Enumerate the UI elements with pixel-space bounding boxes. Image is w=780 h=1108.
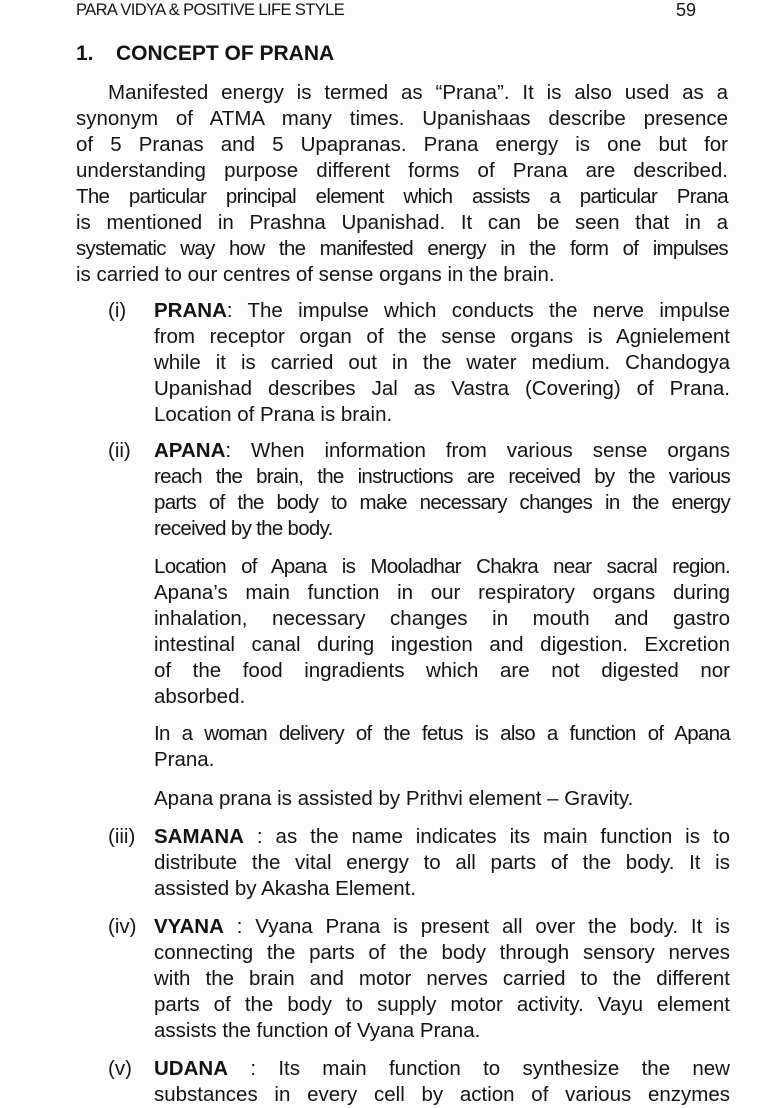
text-line: reach the brain, the instructions are received by the various xyxy=(154,465,730,488)
running-head xyxy=(76,0,696,24)
text-line: SAMANA : as the name indicates its main function is to xyxy=(154,825,730,848)
text-line: of the food ingradients which are not digested nor xyxy=(154,659,730,682)
section-title: CONCEPT OF PRANA xyxy=(116,42,335,65)
text-line: is mentioned in Prashna Upanishad. It can be seen that in a xyxy=(76,211,728,234)
item-term: APANA xyxy=(154,439,226,462)
text-line: parts of the body to supply motor activity. Vayu element xyxy=(154,993,730,1016)
text-line: understanding purpose different forms of Prana are described. xyxy=(76,159,728,182)
text-line: received by the body. xyxy=(154,517,333,540)
text-line: parts of the body to make necessary changes in the energy xyxy=(154,491,730,514)
item-term: SAMANA xyxy=(154,825,244,848)
item-label: (i) xyxy=(108,299,127,322)
item-label: (iii) xyxy=(108,825,136,848)
section-number: 1. xyxy=(76,42,94,65)
text-line: assists the function of Vyana Prana. xyxy=(154,1019,481,1042)
item-label: (v) xyxy=(108,1057,132,1080)
text-line: Location of Prana is brain. xyxy=(154,403,393,426)
text-line: assisted by Akasha Element. xyxy=(154,877,417,900)
text-line: Manifested energy is termed as “Prana”. It is also used as a xyxy=(108,81,728,104)
text-line: Upanishad describes Jal as Vastra (Covering) of Prana. xyxy=(154,377,730,400)
text-line: substances in every cell by action of various enzymes xyxy=(154,1083,730,1106)
text-line: The particular principal element which assists a particular Prana xyxy=(76,185,728,208)
item-term: VYANA xyxy=(154,915,224,938)
text-line: APANA: When information from various sense organs xyxy=(154,439,730,462)
text-line: UDANA : Its main function to synthesize the new xyxy=(154,1057,730,1080)
text-line: while it is carried out in the water medium. Chandogya xyxy=(154,351,730,374)
text-line: is carried to our centres of sense organs in the brain. xyxy=(76,263,555,286)
text-line: absorbed. xyxy=(154,685,246,708)
text-line: connecting the parts of the body through sensory nerves xyxy=(154,941,730,964)
text-line: distribute the vital energy to all parts of the body. It is xyxy=(154,851,730,874)
text-line: VYANA : Vyana Prana is present all over the body. It is xyxy=(154,915,730,938)
text-line: intestinal canal during ingestion and digestion. Excretion xyxy=(154,633,730,656)
text-line: with the brain and motor nerves carried to the different xyxy=(154,967,730,990)
item-label: (iv) xyxy=(108,915,137,938)
text-line: systematic way how the manifested energy in the form of impulses xyxy=(76,237,728,260)
item-term: PRANA xyxy=(154,299,227,322)
text-line: Location of Apana is Mooladhar Chakra near sacral region. xyxy=(154,555,730,578)
text-line: from receptor organ of the sense organs is Agnielement xyxy=(154,325,730,348)
page-number: 59 xyxy=(675,0,696,20)
text-line: In a woman delivery of the fetus is also a function of Apana xyxy=(154,722,730,745)
text-line: of 5 Pranas and 5 Upapranas. Prana energy is one but for xyxy=(76,133,728,156)
running-head-title: PARA VIDYA & POSITIVE LIFE STYLE xyxy=(76,1,345,19)
section-heading xyxy=(76,42,334,66)
text-line: Prana. xyxy=(154,748,215,771)
item-label: (ii) xyxy=(108,439,131,462)
text-line: Apana’s main function in our respiratory organs during xyxy=(154,581,730,604)
item-term: UDANA xyxy=(154,1057,229,1080)
text-line: synonym of ATMA many times. Upanishaas describe presence xyxy=(76,107,728,130)
text-line: Apana prana is assisted by Prithvi element – Gravity. xyxy=(154,787,634,810)
text-line: inhalation, necessary changes in mouth and gastro xyxy=(154,607,730,630)
text-line: PRANA: The impulse which conducts the nerve impulse xyxy=(154,299,730,322)
